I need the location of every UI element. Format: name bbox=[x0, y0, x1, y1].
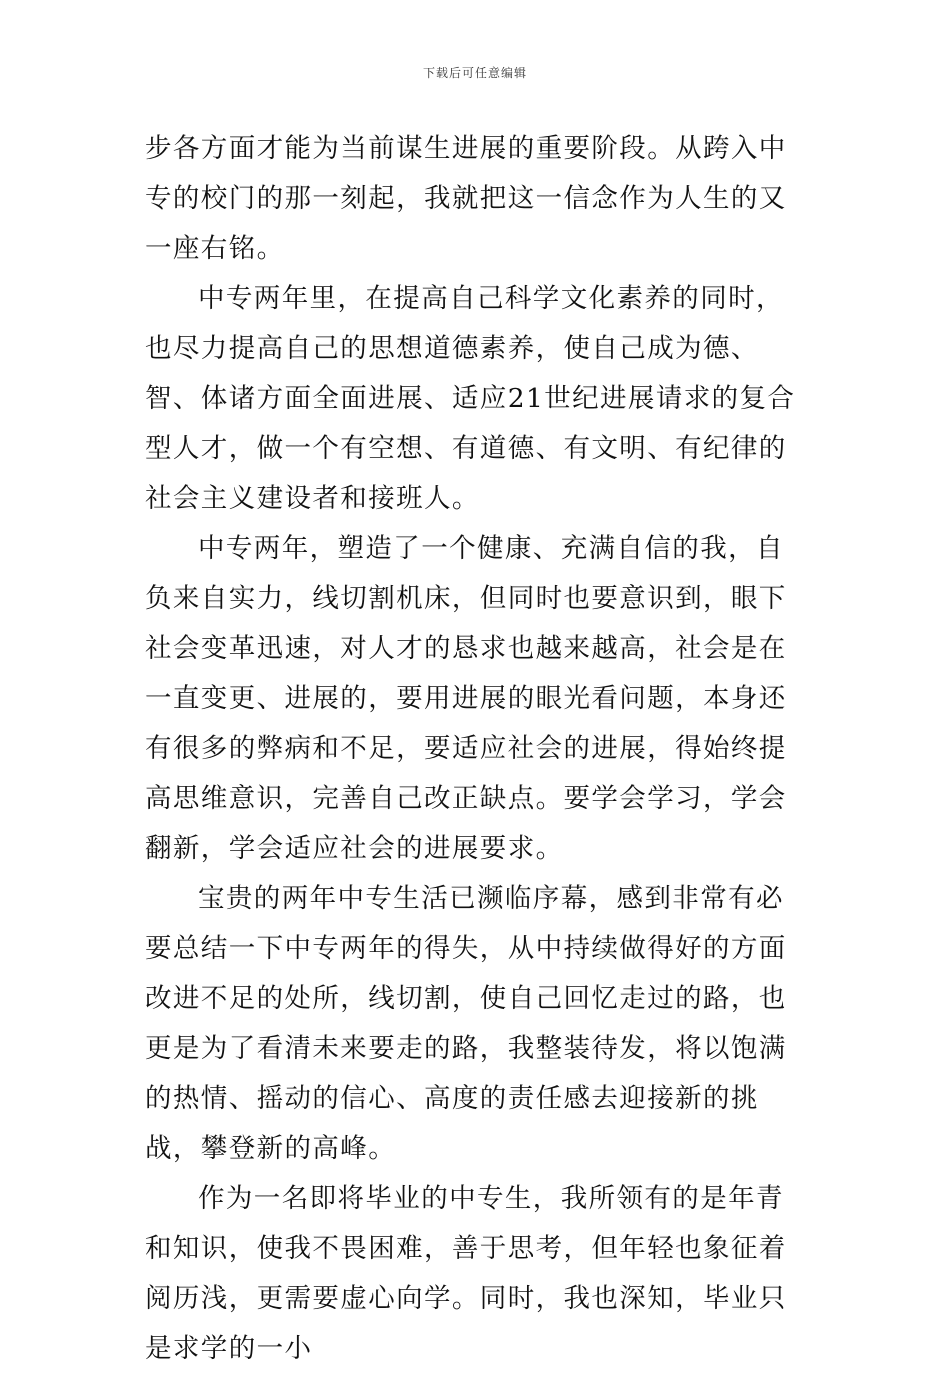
paragraph: 宝贵的两年中专生活已濒临序幕，感到非常有必要总结一下中专两年的得失，从中持续做得好的方面改进不足的处所，线切割，使自己回忆走过的路，也更是为了看清未来要走的路，我整装待发，将以饱满的热情、摇动的信心、高度的责任感去迎接新的挑战，攀登新的高峰。 bbox=[145, 883, 787, 1164]
paragraph: 中专两年，塑造了一个健康、充满自信的我，自负来自实力，线切割机床，但同时也要意识到，眼下社会变革迅速，对人才的恳求也越来越高，社会是在一直变更、进展的，要用进展的眼光看问题，本身还有很多的弊病和不足，要适应社会的进展，得始终提高思维意识，完善自己改正缺点。要学会学习，学会翻新，学会适应社会的进展要求。 bbox=[145, 533, 787, 864]
paragraph: 作为一名即将毕业的中专生，我所领有的是年青和知识，使我不畏困难，善于思考，但年轻也象征着阅历浅，更需要虚心向学。同时，我也深知，毕业只是求学的一小 bbox=[145, 1183, 787, 1364]
page-header: 下载后可任意编辑 bbox=[422, 66, 527, 80]
paragraph-continuation: 步各方面才能为当前谋生进展的重要阶段。从跨入中专的校门的那一刻起，我就把这一信念作为人生的又一座右铭。 bbox=[145, 133, 787, 264]
paragraph: 中专两年里，在提高自己科学文化素养的同时，也尽力提高自己的思想道德素养，使自己成为德、智、体诸方面全面进展、适应21世纪进展请求的复合型人才，做一个有空想、有道德、有文明、有纪律的社会主义建设者和接班人。 bbox=[145, 283, 796, 514]
document-body bbox=[145, 124, 807, 1374]
